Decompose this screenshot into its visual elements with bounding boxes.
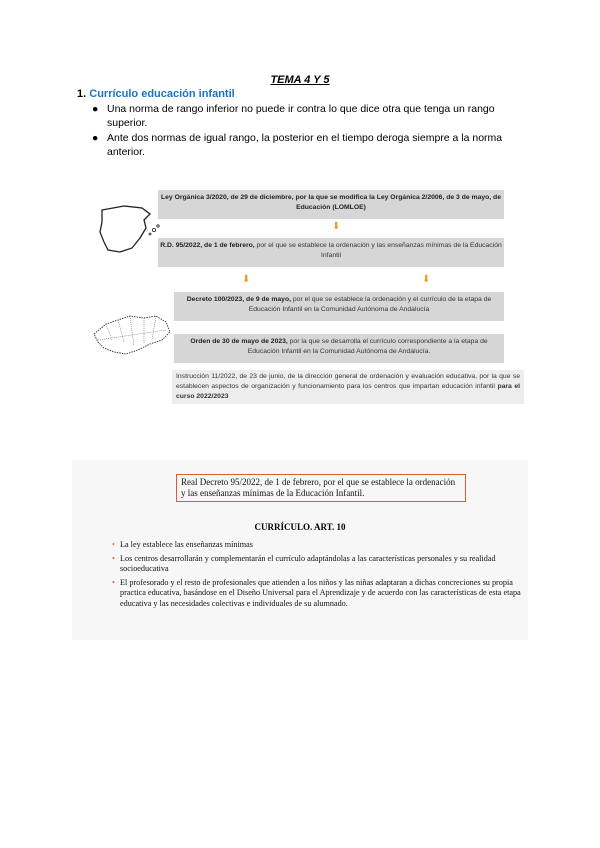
list-item [112, 540, 522, 551]
orden-bold: Orden de 30 de mayo de 2023, [190, 338, 288, 345]
list-item [112, 578, 522, 610]
list-item-text: El profesorado y el resto de profesionales que atienden a los niños y las niñas adaptaran a dichas concreciones su propia practica educativa, basándose en el Diseño Universal para el Aprendizaje y de acuerdo con las características de esta etapa educativa y las necesidades colectivas e individuales de su alumnado. [120, 577, 521, 608]
decreto-100-2023-box [174, 292, 504, 321]
list-item-text: Una norma de rango inferior no puede ir contra lo que dice otra que tenga un rango superior. [107, 103, 495, 129]
arrow-down-icon: ⬇ [332, 221, 341, 232]
real-decreto-box: Real Decreto 95/2022, de 1 de febrero, por el que se establece la ordenación y las enseñanzas mínimas de la Educación Infantil. [176, 474, 466, 502]
orden-30-mayo-box [174, 334, 504, 363]
rd-95-text: por el que se establece la ordenación y las enseñanzas mínimas de la Educación Infantil [254, 242, 502, 259]
curriculo-list [112, 540, 522, 612]
list-item [112, 554, 522, 575]
real-decreto-excerpt [72, 460, 528, 640]
rd-95-2022-box [158, 238, 504, 267]
rd-95-bold: R.D. 95/2022, de 1 de febrero, [160, 242, 255, 249]
decreto-text: por el que se establece la ordenación y el currículo de la etapa de Educación Infantil en la Comunidad Autónoma de Andalucía [248, 296, 492, 313]
lomloe-text: Ley Orgánica 3/2020, de 29 de diciembre, por la que se modifica la Ley Orgánica 2/2006, de 3 de mayo, de Educación (LOMLOE) [161, 194, 501, 211]
spain-map-icon [94, 202, 164, 260]
lomloe-box [158, 190, 504, 219]
list-item [92, 102, 522, 130]
bullet-list [92, 102, 522, 160]
document-title: TEMA 4 Y 5 [270, 74, 330, 86]
arrow-down-icon: ⬇ [422, 274, 431, 285]
list-item-text: Ante dos normas de igual rango, la posterior en el tiempo deroga siempre a la norma anterior. [107, 132, 503, 158]
bullet-icon: ● [92, 132, 99, 144]
instr-bold: para el curso 2022/2023 [176, 383, 520, 400]
decreto-bold: Decreto 100/2023, de 9 de mayo, [186, 296, 291, 303]
section-number: 1. [77, 88, 87, 100]
bullet-icon: • [112, 577, 115, 587]
curriculo-title: CURRÍCULO. ART. 10 [254, 522, 346, 532]
list-item-text: Los centros desarrollarán y complementarán el currículo adaptándolas a las características personales y su realidad socioeducativa [120, 553, 496, 573]
bullet-icon: ● [92, 103, 99, 115]
arrow-down-icon: ⬇ [242, 274, 251, 285]
list-item-text: La ley establece las enseñanzas mínimas [120, 540, 253, 549]
section-heading-text: Currículo educación infantil [89, 88, 235, 100]
instr-text: Instrucción 11/2022, de 23 de junio, de la dirección general de ordenación y evaluación educativa, por la que se establecen aspectos de organización y funcionamiento para los centros que impartan educación infantil [176, 373, 520, 390]
section-heading [77, 88, 235, 100]
orden-text: por la que se desarrolla el currículo correspondiente a la etapa de Educación Infantil en la Comunidad Autónoma de Andalucía. [247, 338, 488, 355]
instruccion-11-2022-text [172, 370, 524, 404]
andalucia-map-icon [90, 310, 172, 360]
bullet-icon: • [112, 540, 115, 549]
bullet-icon: • [112, 553, 115, 563]
list-item [92, 131, 522, 159]
